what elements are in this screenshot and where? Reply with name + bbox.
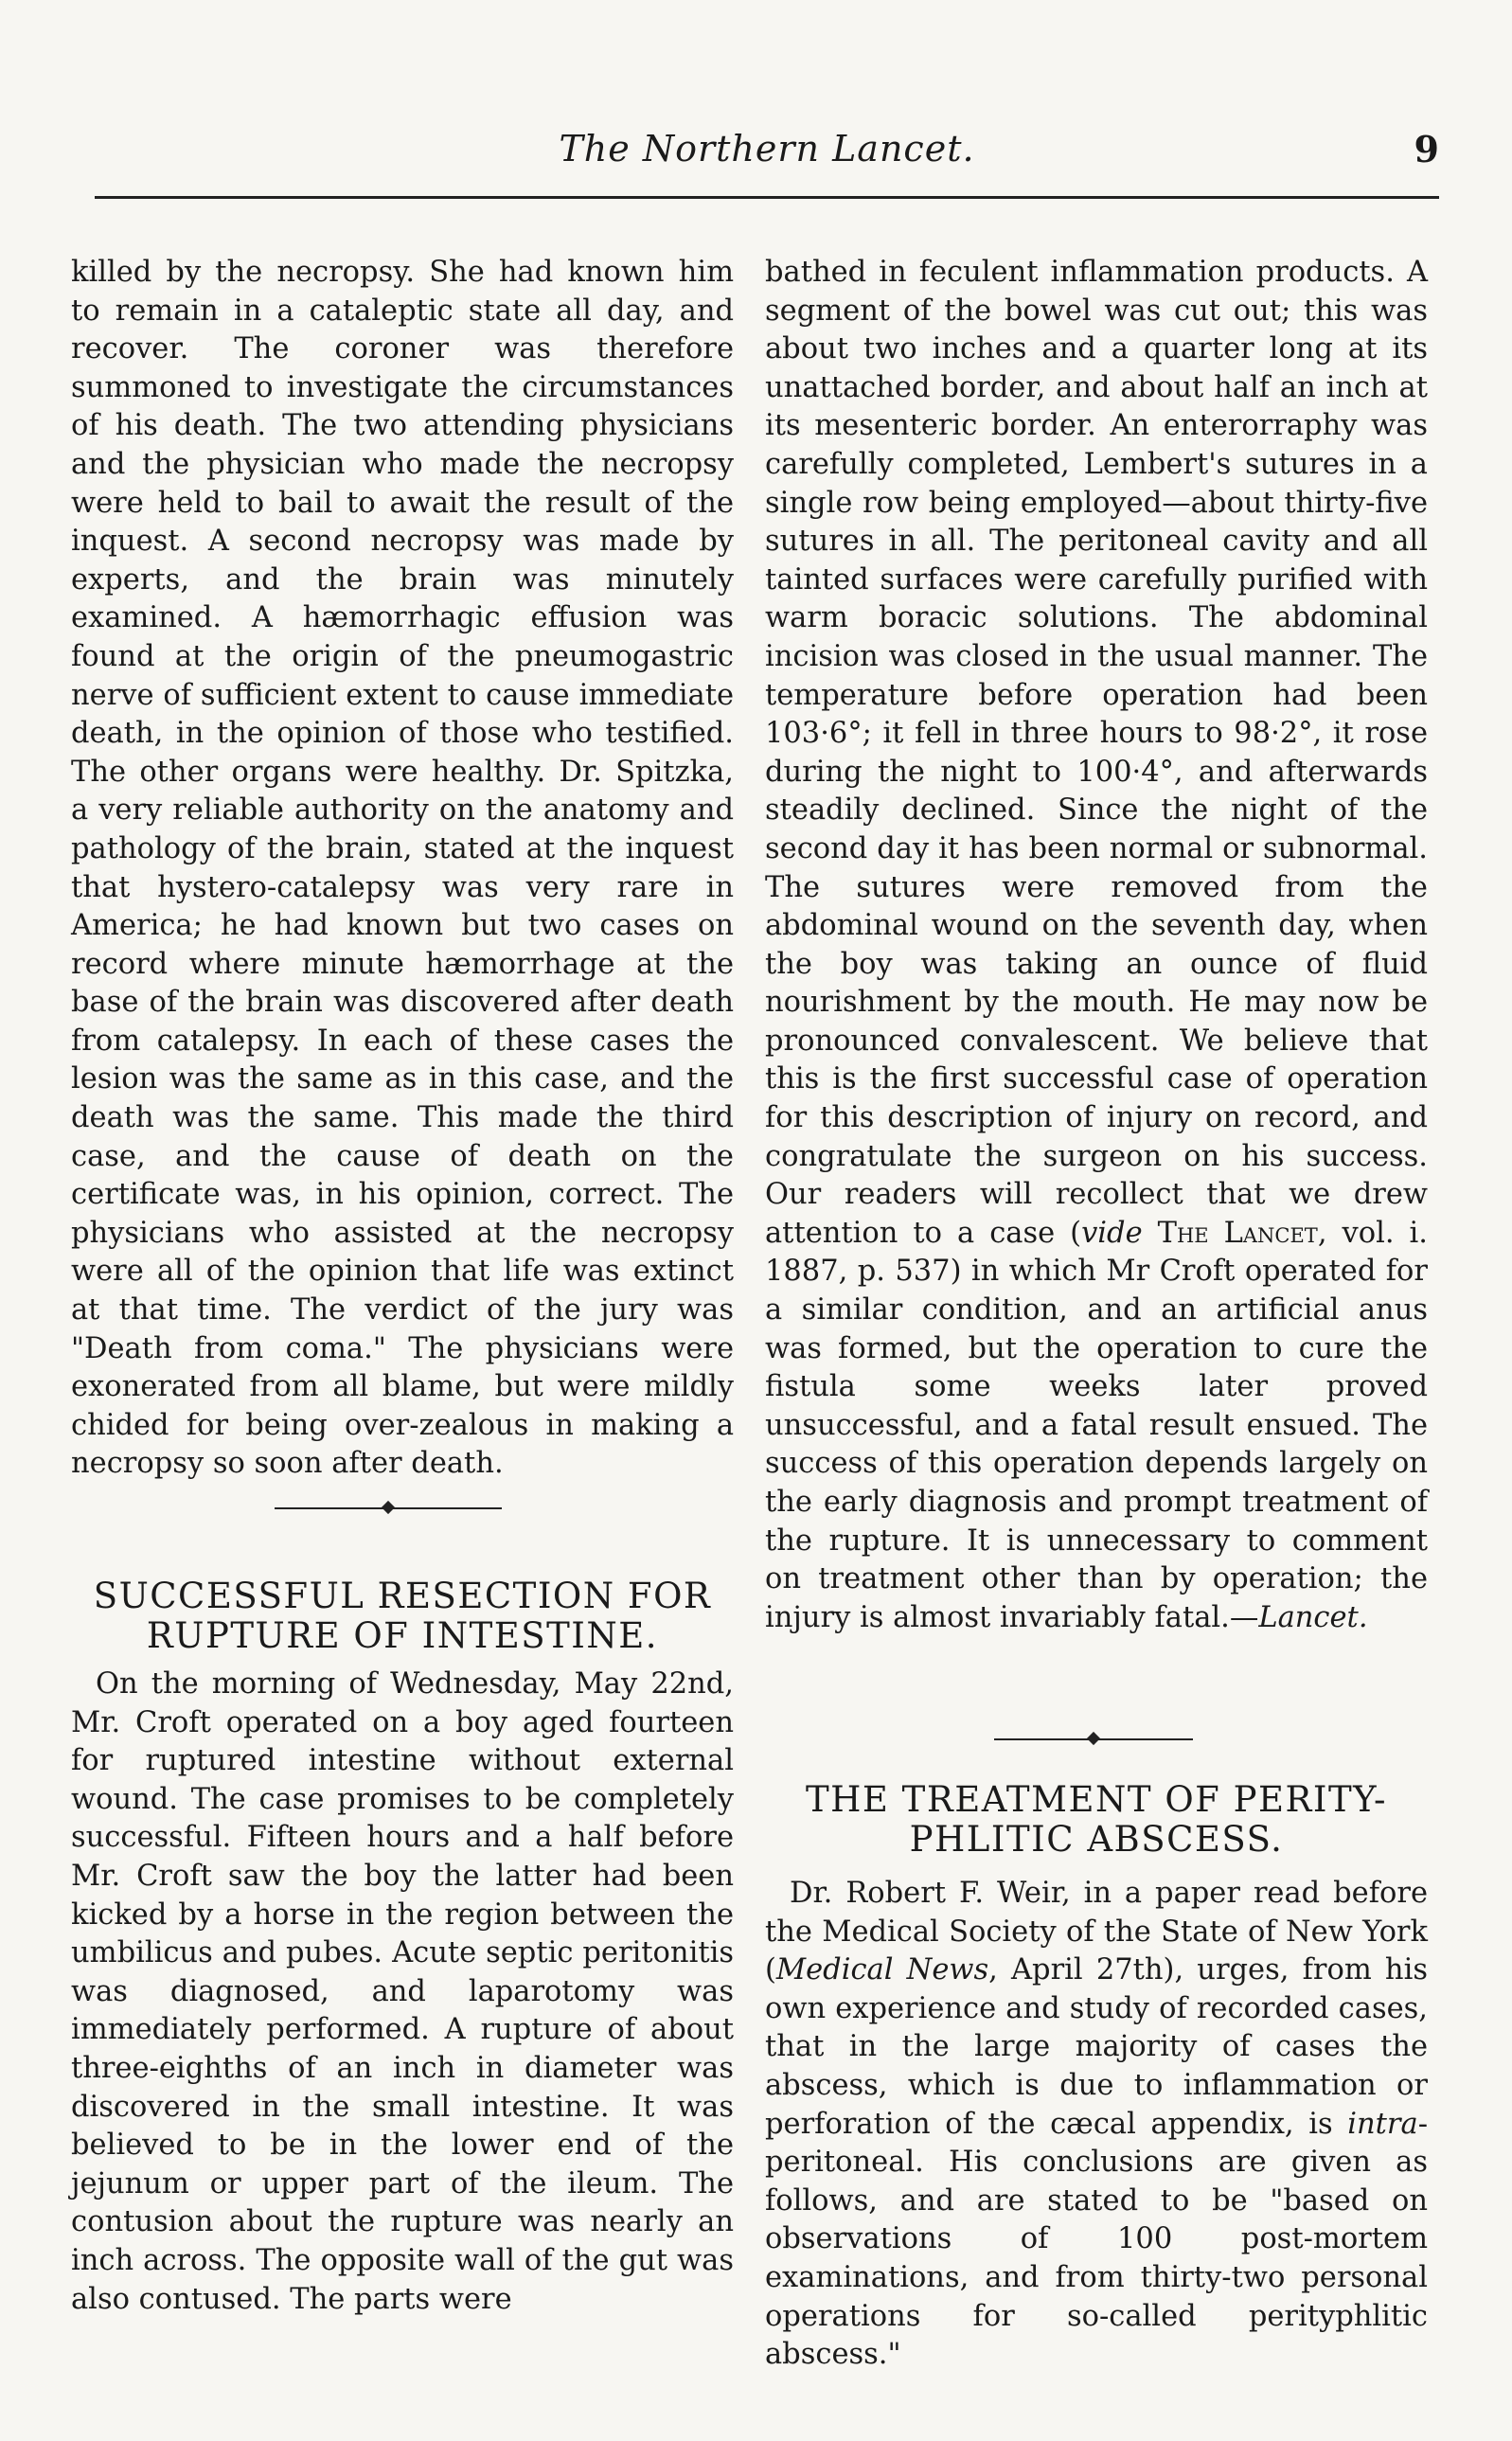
resection-text-a: bathed in feculent inflammation products. A segment of the bowel was cut out; this was about two inches and a quarter long at its unattached border, and about half an inch at its mesenteric border. An enterorraphy was carefully completed, Lembert's sutures in a single row being employed—about thirty-five sutures in all. The peritoneal cavity and all tainted surfaces were carefully purified with warm boracic solutions. The abdominal incision was closed in the usual manner. The temperature before operation had been 103·6°; it fell in three hours to 98·2°, it rose during the night to 100·4°, and afterwards steadily declined. Since the night of the second day it has been normal or subnormal. The sutures were removed from the abdominal wound on the seventh day, when the boy was taking an ounce of fluid nourishment by the mouth. He may now be pronounced convalescent. We believe that this is the first successful case of operation for this description of injury on record, and congratulate the surgeon on his success. Our readers will recollect that we drew attention to a case ( <box>765 256 1428 1250</box>
header-rule <box>95 196 1439 199</box>
perityphlitic-heading-line2: PHLITIC ABSCESS. <box>909 1819 1284 1860</box>
perityphlitic-paragraph <box>765 1875 1428 2375</box>
resection-heading-line2: RUPTURE OF INTESTINE. <box>146 1615 659 1656</box>
perityphlitic-text-c: -peritoneal. His conclusions are given as follows, and are stated to be "based on observations of 100 post-mortem examinations, and from thirty-two personal operations for so-called perityphlitic abscess." <box>765 2107 1428 2372</box>
article-resection <box>71 1577 734 2319</box>
vide-italic: vide <box>1081 1216 1143 1250</box>
resection-text-b: , vol. i. 1887, p. 537) in which Mr Croft operated for a similar condition, and an artificial anus was formed, but the operation to cure the fistula some weeks later proved unsuccessful, and a fatal result ensued. The success of this operation depends largely on the early diagnosis and prompt treatment of the rupture. It is unnecessary to comment on treatment other than by operation; the injury is almost invariably fatal.— <box>765 1216 1428 1634</box>
resection-paragraph-right <box>765 254 1428 1637</box>
article-perityphlitic <box>765 1780 1428 2375</box>
left-column-top <box>71 254 734 1484</box>
page-number: 9 <box>1414 128 1439 170</box>
page-header <box>95 128 1439 185</box>
resection-heading-line1: SUCCESSFUL RESECTION FOR <box>93 1576 712 1616</box>
perityphlitic-text-b: , April 27th), urges, from his own experience and study of recorded cases, that in the large majority of cases the abscess, which is due to inflammation or perforation of the cæcal appendix, is <box>765 1953 1428 2141</box>
journal-reference: The Lancet <box>1157 1216 1318 1250</box>
resection-paragraph-left: On the morning of Wednesday, May 22nd, Mr. Croft operated on a boy aged fourteen for ruptured intestine without external wound. The case promises to be completely successful. Fifteen hours and a half before Mr. Croft saw the boy the latter had been kicked by a horse in the region between the umbilicus and pubes. Acute septic peritonitis was diagnosed, and laparotomy was immediately performed. A rupture of about three-eighths of an inch in diameter was discovered in the small intestine. It was believed to be in the lower end of the jejunum or upper part of the ileum. The contusion about the rupture was nearly an inch across. The opposite wall of the gut was also contused. The parts were <box>71 1667 734 2316</box>
right-column-top <box>765 254 1428 1637</box>
section-divider-dot-right <box>1087 1732 1100 1745</box>
source-medical-news: Medical News <box>775 1953 989 1987</box>
perityphlitic-heading-line1: THE TREATMENT OF PERITY- <box>805 1779 1388 1820</box>
source-lancet: Lancet. <box>1258 1600 1368 1634</box>
continued-paragraph: killed by the necropsy. She had known him to remain in a cataleptic state all day, and recover. The coroner was therefore summoned to investigate the circumstances of his death. The two attending physicians and the physician who made the necropsy were held to bail to await the result of the inquest. A second necropsy was made by experts, and the brain was minutely examined. A hæmorrhagic effusion was found at the origin of the pneumogastric nerve of sufficient extent to cause immediate death, in the opinion of those who testified. The other organs were healthy. Dr. Spitzka, a very reliable authority on the anatomy and pathology of the brain, stated at the inquest that hystero-catalepsy was very rare in America; he had known but two cases on record where minute hæmorrhage at the base of the brain was discovered after death from catalepsy. In each of these cases the lesion was the same as in this case, and the death was the same. This made the third case, and the cause of death on the certificate was, in his opinion, correct. The physicians who assisted at the necropsy were all of the opinion that life was extinct at that time. The verdict of the jury was "Death from coma." The physicians were exonerated from all blame, but were mildly chided for being over-zealous in making a necropsy so soon after death. <box>71 256 734 1481</box>
intra-italic: intra <box>1347 2107 1418 2141</box>
running-head: The Northern Lancet. <box>559 128 975 169</box>
section-divider-dot-left <box>382 1501 395 1514</box>
perityphlitic-text-a: Dr. Robert F. Weir, in a paper read before the Medical Society of the State of New York ( <box>765 1877 1428 1987</box>
